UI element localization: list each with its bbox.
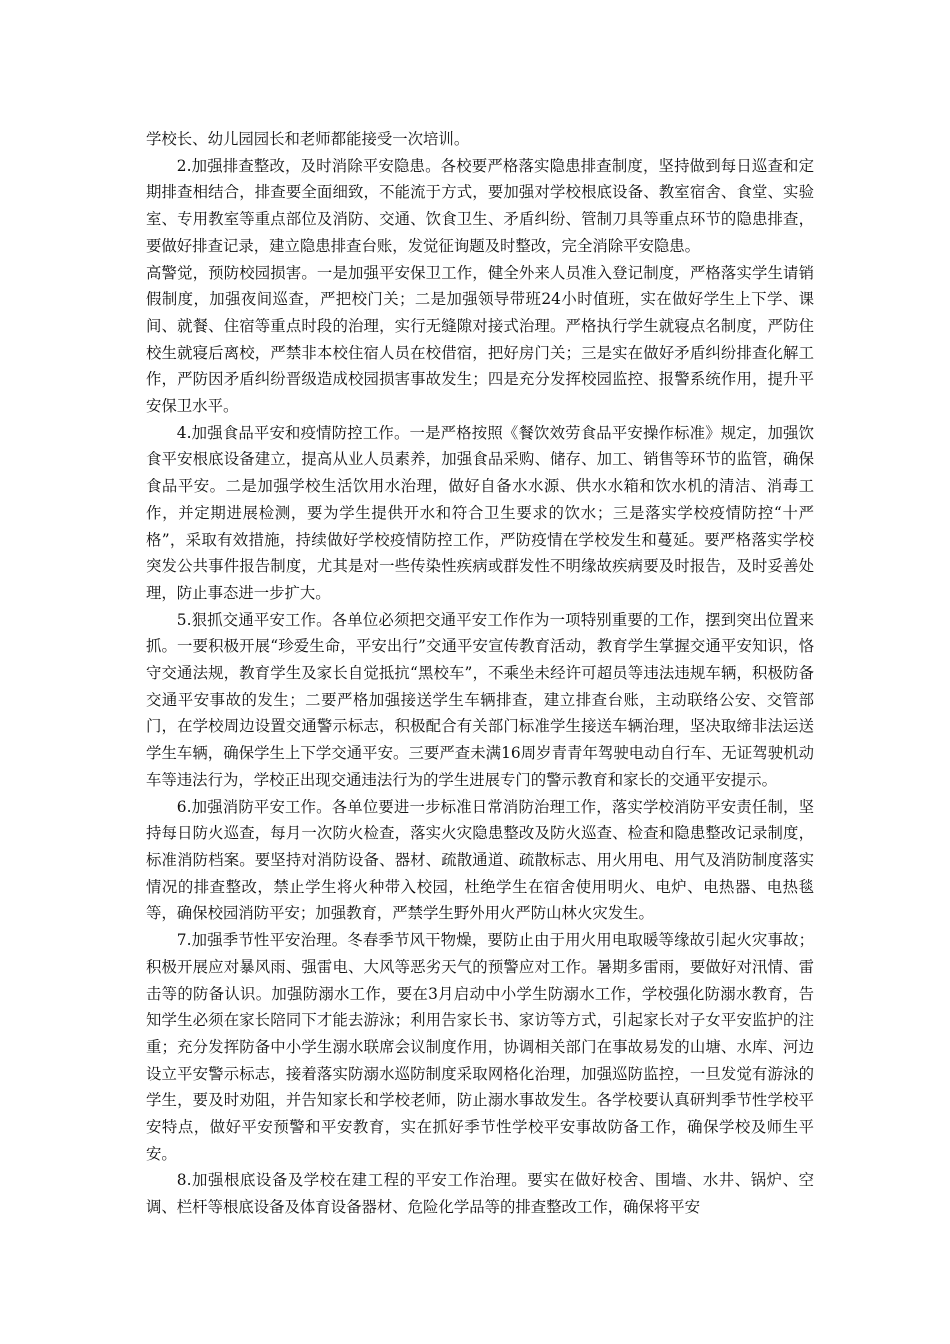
paragraph-training-continuation: 学校长、幼儿园园长和老师都能接受一次培训。 [146,130,470,148]
paragraph-seasonal-safety: 7.加强季节性平安治理。冬春季节风干物燥，要防止由于用火用电取暖等缘故引起火灾事故；积极开展应对暴风雨、强雷电、大风等恶劣天气的预警应对工作。暑期多雷雨，要做好对汛情、雷击等的防备认识。加强防溺水工作，要在3月启动中小学生防溺水工作，学校强化防溺水教育，告知学生必须在家长陪同下才能去游泳；利用告家长书、家访等方式，引起家长对子女平安监护的注重；充分发挥防备中小学生溺水联席会议制度作用，协调相关部门在事故易发的山塘、水库、河边设立平安警示标志，接着落实防溺水巡防制度采取网格化治理，加强巡防监控，一旦发觉有游泳的学生，要及时劝阻，并告知家长和学校老师，防止溺水事故发生。各学校要认真研判季节性学校平安特点，做好平安预警和平安教育，实在抓好季节性学校平安事故防备工作，确保学校及师生平安。 [146,931,814,1163]
paragraph-facilities-safety: 8.加强根底设备及学校在建工程的平安工作治理。要实在做好校舍、围墙、水井、锅炉、空调、栏杆等根底设备及体育设备器材、危险化学品等的排查整改工作，确保将平安 [146,1171,814,1217]
paragraph-food-safety: 4.加强食品平安和疫情防控工作。一是严格按照《餐饮效劳食品平安操作标准》规定，加强饮食平安根底设备建立，提高从业人员素养，加强食品采购、储存、加工、销售等环节的监管，确保食品平安。二是加强学校生活饮用水治理，做好自备水水源、供水水箱和饮水机的清洁、消毒工作，并定期进展检测，要为学生提供开水和符合卫生要求的饮水；三是落实学校疫情防控“十严格”，采取有效措施，持续做好学校疫情防控工作，严防疫情在学校发生和蔓延。要严格落实学校突发公共事件报告制度，尤其是对一些传染性疾病或群发性不明缘故疾病要及时报告，及时妥善处理，防止事态进一步扩大。 [146,423,814,602]
paragraph-campus-security: 高警觉，预防校园损害。一是加强平安保卫工作，健全外来人员准入登记制度，严格落实学生请销假制度，加强夜间巡查，严把校门关；二是加强领导带班24小时值班，实在做好学生上下学、课间、就餐、住宿等重点时段的治理，实行无缝隙对接式治理。严格执行学生就寝点名制度，严防住校生就寝后离校，严禁非本校住宿人员在校借宿，把好房门关；三是实在做好矛盾纠纷排查化解工作，严防因矛盾纠纷晋级造成校园损害事故发生；四是充分发挥校园监控、报警系统作用，提升平安保卫水平。 [146,263,814,416]
document-page [146,126,814,1221]
paragraph-traffic-safety: 5.狠抓交通平安工作。各单位必须把交通平安工作作为一项特别重要的工作，摆到突出位置来抓。一要积极开展“珍爱生命，平安出行”交通平安宣传教育活动，教育学生掌握交通平安知识，恪守交通法规，教育学生及家长自觉抵抗“黑校车”，不乘坐未经许可超员等违法违规车辆，积极防备交通平安事故的发生；二要严格加强接送学生车辆排查，建立排查台账，主动联络公安、交管部门，在学校周边设置交通警示标志，积极配合有关部门标准学生接送车辆治理，坚决取缔非法运送学生车辆，确保学生上下学交通平安。三要严查未满16周岁青青年驾驶电动自行车、无证驾驶机动车等违法行为，学校正出现交通违法行为的学生进展专门的警示教育和家长的交通平安提示。 [146,610,814,789]
paragraph-fire-safety: 6.加强消防平安工作。各单位要进一步标准日常消防治理工作，落实学校消防平安责任制，坚持每日防火巡查，每月一次防火检查，落实火灾隐患整改及防火巡查、检查和隐患整改记录制度，标准消防档案。要坚持对消防设备、器材、疏散通道、疏散标志、用火用电、用气及消防制度落实情况的排查整改，禁止学生将火种带入校园，杜绝学生在宿舍使用明火、电炉、电热器、电热毯等，确保校园消防平安；加强教育，严禁学生野外用火严防山林火灾发生。 [146,797,814,923]
paragraph-hazard-inspection: 2.加强排查整改，及时消除平安隐患。各校要严格落实隐患排查制度，坚持做到每日巡查和定期排查相结合，排查要全面细致，不能流于方式，要加强对学校根底设备、教室宿舍、食堂、实验室、专用教室等重点部位及消防、交通、饮食卫生、矛盾纠纷、管制刀具等重点环节的隐患排查，要做好排查记录，建立隐患排查台账，发觉征询题及时整改，完全消除平安隐患。 [146,156,814,255]
